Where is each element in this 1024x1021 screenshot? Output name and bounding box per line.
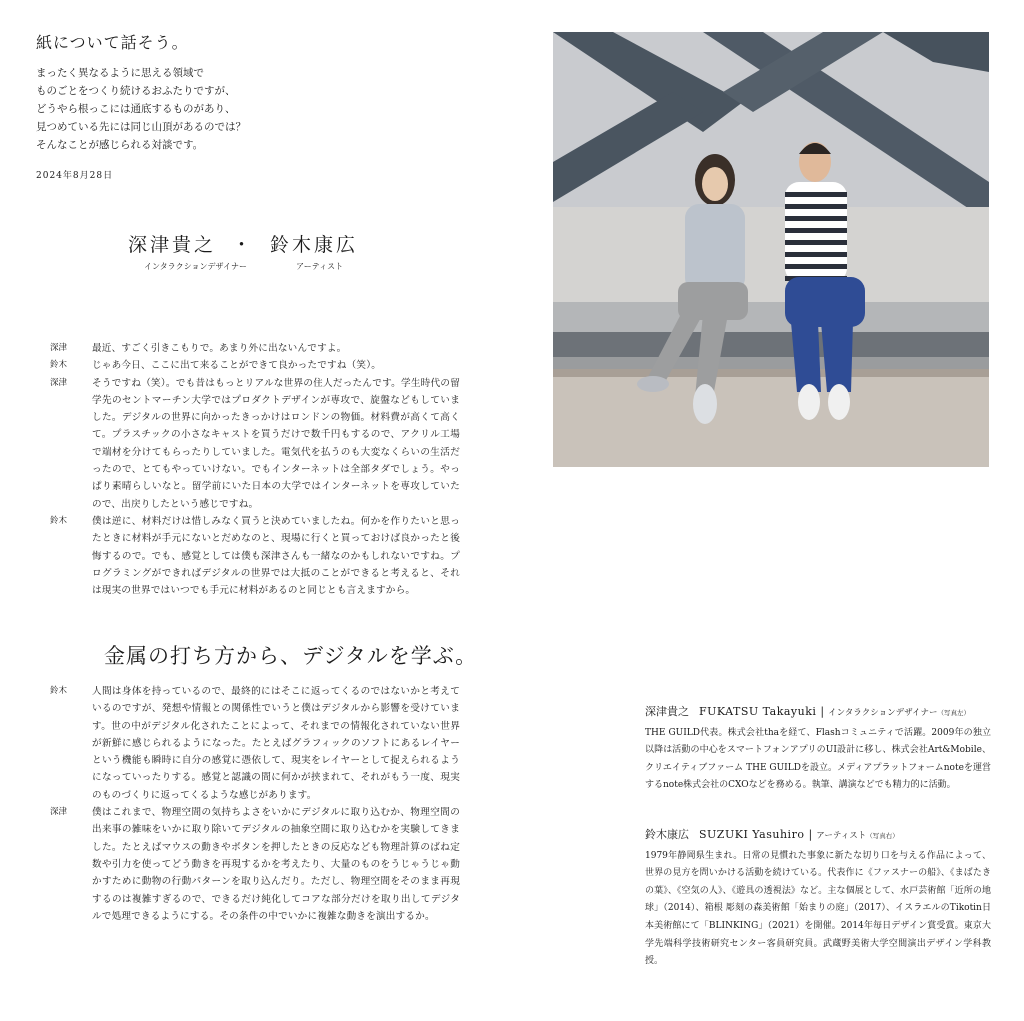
speech-text: 僕はこれまで、物理空間の気持ちよさをいかにデジタルに取り込むか、物理空間の出来事の雑味をいかに取り除いてデジタルの抽象空間に取り込むかを実験してきました。たとえばマウスの動きやボタンを押したときの反応なども物理計算のばね定数や引力を使ってどう動きを再現するかを考えたり、大量のものをうじゃうじゃ動かすために動物の行動パターンを取り込んだり。ただし、物理空間をそのまま再現するのは複雑すぎるので、できるだけ純化してコアな部分だけを取り出してデジタルで処理できるようにする。その条件の中でいかに複雑な動きを演出するか。	[92, 807, 460, 922]
bio-separator: |	[820, 705, 825, 718]
bio-header	[645, 826, 991, 846]
bio-suzuki	[645, 826, 991, 971]
speech-text: 最近、すごく引きこもりで。あまり外に出ないんですよ。	[92, 343, 347, 354]
bio-fukatsu	[645, 703, 991, 795]
intro-line: どうやら根っこには通底するものがあり、	[36, 103, 236, 115]
speaker-label: 深津	[50, 377, 68, 388]
bio-name-ja: 深津貴之	[645, 705, 689, 718]
bio-name-en: SUZUKI Yasuhiro	[699, 828, 805, 841]
speaker-label: 鈴木	[50, 686, 68, 696]
role-fukatsu: インタラクションデザイナー	[144, 262, 247, 271]
dialogue-turn	[36, 513, 476, 599]
section-heading: 金属の打ち方から、デジタルを学ぶ。	[104, 644, 478, 668]
bio-name-ja: 鈴木康広	[645, 828, 689, 841]
photo-illustration	[553, 32, 989, 467]
bio-photo-note: （写真右）	[866, 832, 899, 840]
bio-text: 1979年静岡県生まれ。日常の見慣れた事象に新たな切り口を与える作品によって、世界の見方を問いかける活動を続けている。代表作に《ファスナーの船》、《まばたきの葉》、《空気の人》、《遊具の透視法》など。主な個展として、水戸芸術館「近所の地球」（2014）、箱根 彫刻の森美術館「始まりの庭」（2017）、イスラエルのTikotin日本美術館にて「BLINKING」（2021）を開催。2014年毎日デザイン賞受賞。東京大学先端科学技術研究センター客員研究員。武蔵野美術大学空間演出デザイン学科教授。	[645, 850, 991, 967]
dialogue-turn	[36, 683, 476, 804]
intro-line: ものごとをつくり続けるおふたりですが、	[36, 85, 236, 97]
intro-line: そんなことが感じられる対談です。	[36, 139, 204, 151]
article-title: 紙について話そう。	[36, 33, 189, 52]
concrete-bench	[553, 302, 989, 332]
speech-text: 僕は逆に、材料だけは惜しみなく買うと決めていましたね。何かを作りたいと思ったときに材料が手元にないとだめなのと、現場に行くと買っておけば良かったと後悔するので。でも、感覚としては僕も深津さんも一緒なのかもしれないですね。プログラミングができればデジタルの世界では大抵のことができると考えると、それは現実の世界ではいつでも手元に材料があるのと同じとも言えますから。	[92, 515, 460, 597]
portrait-photo	[553, 32, 989, 467]
speaker-label: 深津	[50, 343, 68, 353]
role-suzuki: アーティスト	[296, 262, 344, 271]
intro-line: 見つめている先には同じ山頂があるのでは？	[36, 121, 246, 133]
name-separator: ・	[232, 234, 255, 256]
dialogue-turn	[36, 804, 476, 925]
bio-name-en: FUKATSU Takayuki	[699, 705, 817, 718]
name-fukatsu: 深津貴之	[128, 234, 217, 256]
dialogue-turn	[36, 357, 476, 374]
bio-separator: |	[808, 828, 813, 841]
speech-text: じゃあ今日、ここに出て来ることができて良かったですね（笑）。	[92, 360, 382, 372]
speaker-label: 深津	[50, 807, 68, 818]
intro-text	[36, 64, 246, 154]
speaker-label: 鈴木	[50, 515, 68, 526]
dialogue-section-2	[36, 683, 476, 925]
intro-line: まったく異なるように思える領域で	[36, 67, 204, 79]
speech-text: そうですね（笑）。でも昔はもっとリアルな世界の住人だったんです。学生時代の留学先のセントマーチン大学ではプロダクトデザインが専攻で、旋盤などもしていました。デジタルの世界に向かったきっかけはロンドンの物価。材料費が高くて高くて。プラスチックの小さなキャストを買うだけで数千円もするので、アクリル工場で端材を分けてもらったりしていました。電気代を払うのも大変なくらいの生活だったので、とてもやっていけない。でもインターネットは全部タダでしょう。やっぱり素晴らしいなと。留学前にいた日本の大学ではインターネットを専攻していたので、出戻りしたという感じですね。	[92, 377, 460, 510]
dialogue-turn	[36, 375, 476, 513]
bio-role: インタラクションデザイナー	[828, 708, 938, 718]
speech-text: 人間は身体を持っているので、最終的にはそこに返ってくるのではないかと考えているのですが、発想や情報との関係性でいうと僕はデジタルから影響を受けています。世の中がデジタル化されたことによって、それまでの情報化されていない世界が新鮮に感じられるようになった。たとえばグラフィックのソフトにあるレイヤーという機能も瞬時に自分の感覚に憑依して、現実をレイヤーとして捉えられるようになっていったりする。感覚と認識の間に何かが挟まれて、それがもう一度、現実のものづくりに返ってくるような感じがあります。	[92, 686, 460, 801]
name-suzuki: 鈴木康広	[270, 234, 359, 256]
speaker-names	[128, 230, 358, 257]
bio-text: THE GUILD代表。株式会社thaを経て、Flashコミュニティで活躍。2009年の独立以降は活動の中心をスマートフォンアプリのUI設計に移し、株式会社Art&Mobile、クリエイティブファーム THE GUILDを設立。メディアプラットフォームnoteを運営するnote株式会社のCXOなどを務める。執筆、講演などでも精力的に活動。	[645, 727, 991, 791]
dialogue-section-1	[36, 340, 476, 599]
bio-header	[645, 703, 991, 723]
dialogue-turn	[36, 340, 476, 357]
bio-role: アーティスト	[816, 831, 867, 841]
bio-photo-note: （写真左）	[937, 709, 971, 717]
speaker-label: 鈴木	[50, 360, 68, 371]
publish-date: 2024年8月28日	[36, 171, 114, 181]
